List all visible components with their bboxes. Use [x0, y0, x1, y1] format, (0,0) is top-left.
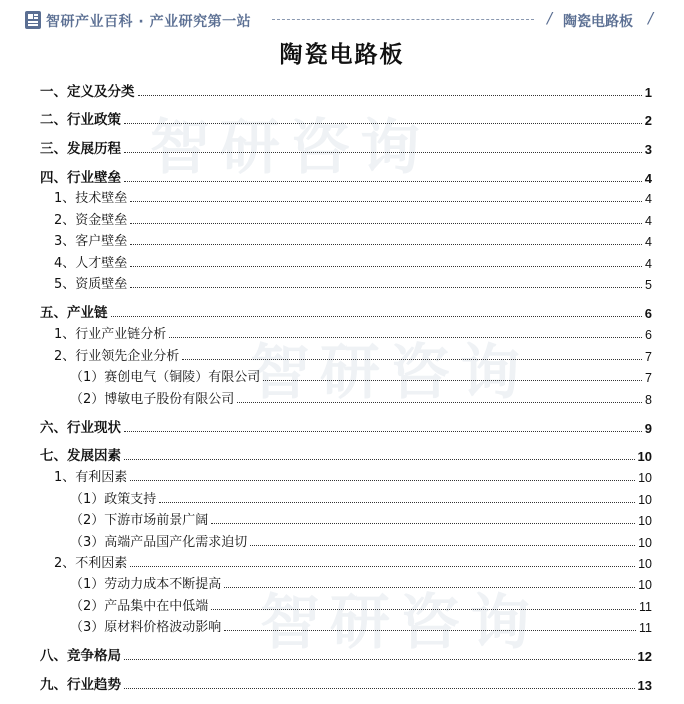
toc-leader: [124, 151, 642, 153]
toc-entry[interactable]: [70, 487, 652, 507]
toc-page-number: 6: [645, 328, 652, 342]
toc-leader: [124, 658, 635, 660]
toc-entry[interactable]: [54, 229, 652, 249]
toc-page-number: 11: [639, 621, 652, 635]
toc-entry[interactable]: [40, 644, 652, 664]
toc-page-number: 6: [644, 306, 652, 321]
toc-entry-label: 2、资金壁垒: [54, 213, 128, 228]
toc-leader: [130, 565, 635, 567]
toc-entry[interactable]: [40, 166, 652, 186]
toc-leader: [124, 430, 642, 432]
toc-entry-label: （2）产品集中在中低端: [70, 599, 209, 614]
toc-page-number: 4: [645, 214, 652, 228]
toc-leader: [124, 180, 642, 182]
toc-page-number: 4: [644, 171, 652, 186]
toc-leader: [130, 265, 642, 267]
toc-leader: [130, 222, 642, 224]
toc-leader: [124, 122, 642, 124]
toc-entry-label: （3）高端产品国产化需求迫切: [70, 535, 248, 550]
toc-entry-label: 一、定义及分类: [40, 84, 135, 100]
toc-entry[interactable]: [40, 108, 652, 128]
toc-entry-label: 五、产业链: [40, 305, 108, 321]
toc-page-number: 10: [638, 557, 652, 571]
toc-leader: [130, 243, 642, 245]
toc-leader: [124, 687, 635, 689]
toc-entry-label: 八、竞争格局: [40, 648, 121, 664]
toc-entry-label: 5、资质壁垒: [54, 277, 128, 292]
toc-page-number: 10: [638, 471, 652, 485]
toc-entry-label: 3、客户壁垒: [54, 234, 128, 249]
toc-entry[interactable]: [70, 365, 652, 385]
toc-page-number: 12: [637, 649, 652, 664]
toc-page-number: 10: [638, 493, 652, 507]
toc-entry[interactable]: [40, 137, 652, 157]
toc-entry[interactable]: [40, 80, 652, 100]
toc-leader: [237, 401, 642, 403]
toc-entry-label: 2、行业领先企业分析: [54, 349, 180, 364]
toc-leader: [130, 286, 642, 288]
toc-entry[interactable]: [70, 594, 652, 614]
toc-entry[interactable]: [70, 615, 652, 635]
toc-page-number: 8: [645, 393, 652, 407]
watermark: 智研咨询: [150, 113, 430, 183]
toc-entry-label: 六、行业现状: [40, 420, 121, 436]
toc-entry-label: （2）下游市场前景广阔: [70, 513, 209, 528]
watermark: 智研咨询: [260, 588, 540, 658]
toc-page-number: 10: [638, 536, 652, 550]
toc-page-number: 4: [645, 235, 652, 249]
toc-page-number: 11: [639, 600, 652, 614]
toc-leader: [250, 544, 635, 546]
toc-page-number: 5: [645, 278, 652, 292]
toc-page-number: 7: [645, 371, 652, 385]
toc-entry-label: 九、行业趋势: [40, 677, 121, 693]
toc-leader: [130, 200, 642, 202]
toc-entry[interactable]: [40, 301, 652, 321]
toc-entry-label: （1）赛创电气（铜陵）有限公司: [70, 370, 261, 385]
toc-entry[interactable]: [54, 272, 652, 292]
toc-leader: [263, 379, 642, 381]
toc-entry[interactable]: [40, 416, 652, 436]
toc-entry[interactable]: [54, 551, 652, 571]
toc-entry-label: 二、行业政策: [40, 112, 121, 128]
toc-entry[interactable]: [70, 572, 652, 592]
toc-leader: [138, 94, 642, 96]
toc-leader: [224, 586, 635, 588]
toc-page-number: 7: [645, 350, 652, 364]
toc-leader: [111, 315, 642, 317]
toc-page-number: 10: [638, 578, 652, 592]
page-title: 陶瓷电路板: [279, 41, 405, 68]
toc-page-number: 1: [644, 85, 652, 100]
toc-entry[interactable]: [70, 387, 652, 407]
toc-entry[interactable]: [54, 186, 652, 206]
toc-leader: [130, 479, 635, 481]
toc-entry[interactable]: [54, 344, 652, 364]
toc-leader: [169, 336, 642, 338]
breadcrumb[interactable]: 陶瓷电路板: [563, 14, 633, 30]
breadcrumb-slash-left: /: [547, 9, 553, 27]
toc-entry-label: （3）原材料价格波动影响: [70, 620, 222, 635]
toc-entry-label: 四、行业壁垒: [40, 170, 121, 186]
toc-entry[interactable]: [54, 208, 652, 228]
toc-page-number: 2: [644, 113, 652, 128]
toc-leader: [224, 629, 636, 631]
toc-entry-label: 4、人才壁垒: [54, 256, 128, 271]
toc-entry-label: （1）政策支持: [70, 492, 157, 507]
toc-entry-label: 2、不利因素: [54, 556, 128, 571]
toc-entry-label: （1）劳动力成本不断提高: [70, 577, 222, 592]
toc-page-number: 13: [637, 678, 652, 693]
toc-entry[interactable]: [40, 673, 652, 693]
toc-page-number: 4: [645, 257, 652, 271]
toc-leader: [159, 501, 635, 503]
toc-page-number: 10: [637, 449, 652, 464]
watermark: 智研咨询: [250, 338, 530, 408]
toc-entry[interactable]: [70, 530, 652, 550]
toc-page-number: 10: [638, 514, 652, 528]
toc-leader: [124, 458, 635, 460]
toc-entry-label: （2）博敏电子股份有限公司: [70, 392, 235, 407]
toc-leader: [211, 608, 636, 610]
toc-entry-label: 1、技术壁垒: [54, 191, 128, 206]
toc-leader: [211, 522, 635, 524]
toc-leader: [182, 358, 642, 360]
toc-entry-label: 三、发展历程: [40, 141, 121, 157]
toc-entry-label: 七、发展因素: [40, 448, 121, 464]
toc-entry[interactable]: [70, 508, 652, 528]
breadcrumb-slash-right: /: [648, 9, 654, 27]
toc-entry[interactable]: [54, 322, 652, 342]
brand-name: 智研产业百科 · 产业研究第一站: [46, 14, 252, 30]
toc-page-number: 4: [645, 192, 652, 206]
toc-page-number: 3: [644, 142, 652, 157]
toc-entry[interactable]: [40, 444, 652, 464]
toc-entry[interactable]: [54, 251, 652, 271]
toc-entry[interactable]: [54, 465, 652, 485]
toc-entry-label: 1、行业产业链分析: [54, 327, 167, 342]
toc-page-number: 9: [644, 421, 652, 436]
toc-entry-label: 1、有利因素: [54, 470, 128, 485]
